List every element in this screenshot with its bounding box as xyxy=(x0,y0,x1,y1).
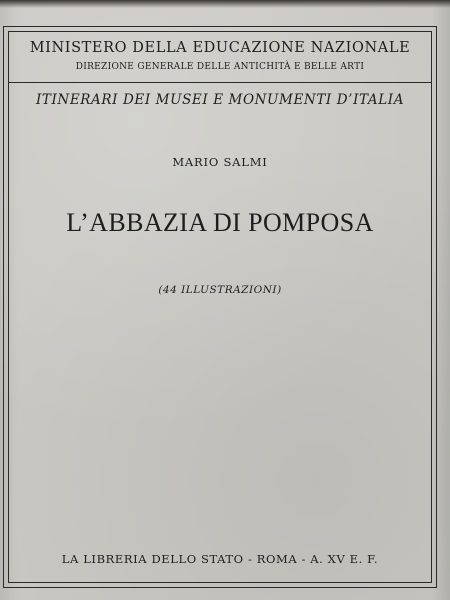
publisher-line: LA LIBRERIA DELLO STATO - ROMA - A. XV E. F. xyxy=(61,552,379,566)
book-title: L’ABBAZIA DI POMPOSA xyxy=(66,208,374,237)
ministry-heading: MINISTERO DELLA EDUCAZIONE NAZIONALE xyxy=(29,40,411,56)
direzione-subheading: DIREZIONE GENERALE DELLE ANTICHITÀ E BELLE ARTI xyxy=(75,62,365,72)
author-name: MARIO SALMI xyxy=(172,155,268,169)
header-divider xyxy=(8,82,432,83)
illustration-count: (44 ILLUSTRAZIONI) xyxy=(158,284,282,296)
page-edge-shadow xyxy=(0,0,450,8)
cover-border-inner xyxy=(8,31,432,583)
series-title: ITINERARI DEI MUSEI E MONUMENTI D’ITALIA xyxy=(35,92,405,108)
